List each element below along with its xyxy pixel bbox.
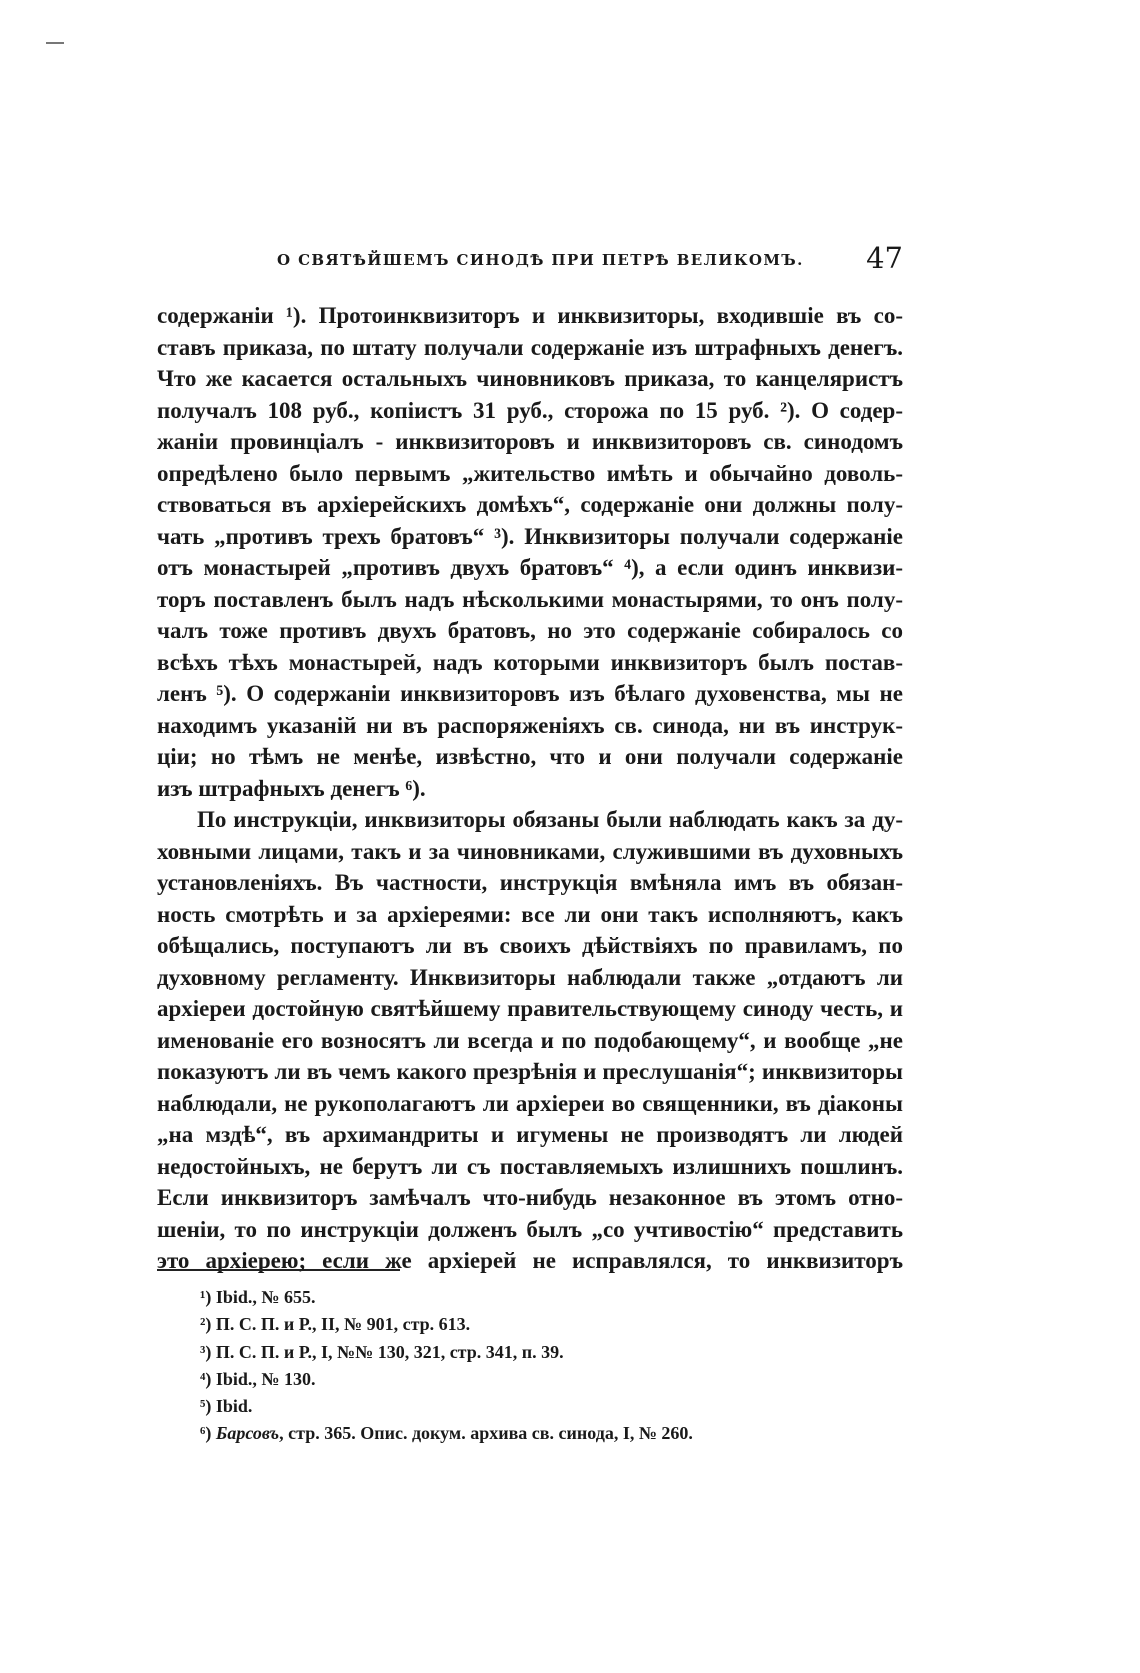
text-line: ціи; но тѣмъ не менѣе, извѣстно, что и они получали содержаніе <box>157 744 903 769</box>
text-line: духовному регламенту. Инквизиторы наблюдали также „отдаютъ ли <box>157 964 903 990</box>
text-line: наблюдали, не рукополагаютъ ли архіереи во священники, въ діаконы <box>157 1090 903 1116</box>
text-line: установленіяхъ. Въ частности, инструкція вмѣняла имъ въ обязан- <box>157 870 903 895</box>
text-line: содержаніи ¹). Протоинквизиторъ и инквизиторы, входившіе въ со- <box>157 303 903 328</box>
footnote-2 <box>200 1311 900 1338</box>
footnote-mark: ³) <box>200 1341 212 1362</box>
text-line: чалъ тоже противъ двухъ братовъ, но это содержаніе собиралось со <box>157 618 903 643</box>
text-line: торъ поставленъ былъ надъ нѣсколькими монастырями, то онъ полу- <box>157 586 903 612</box>
footnote-5 <box>200 1393 900 1420</box>
text-line: всѣхъ тѣхъ монастырей, надъ которыми инквизиторъ былъ постав- <box>157 649 903 675</box>
text-line: опредѣлено было первымъ „жительство имѣть и обычайно доволь- <box>157 460 903 486</box>
text-line: обѣщались, поступаютъ ли въ своихъ дѣйствіяхъ по правиламъ, по <box>157 933 903 958</box>
running-head <box>157 241 903 275</box>
footnote-mark: ⁴) <box>200 1368 212 1389</box>
text-line: это архіерею; если же архіерей не исправлялся, то инквизиторъ <box>157 1248 903 1273</box>
text-line: отъ монастырей „противъ двухъ братовъ“ ⁴), а если одинъ инквизи- <box>157 555 903 580</box>
footnote-text: Ibid., № 655. <box>215 1287 316 1307</box>
footnote-text: Ibid., № 130. <box>215 1368 316 1389</box>
paragraph-1 <box>157 300 903 804</box>
text-line: ность смотрѣть и за архіереями: все ли они такъ исполняютъ, какъ <box>157 901 903 927</box>
footnote-author: Барсовъ <box>215 1423 280 1444</box>
footnote-text: П. С. П. и Р., II, № 901, стр. 613. <box>215 1314 471 1335</box>
footnote-mark: ²) <box>200 1314 212 1335</box>
footnote-mark: ⁶) <box>200 1423 212 1444</box>
text-line: находимъ указаній ни въ распоряженіяхъ св. синода, ни въ инструк- <box>157 712 903 738</box>
scan-mark <box>46 42 64 44</box>
footnote-mark: ¹) <box>200 1287 212 1307</box>
text-line: По инструкціи, инквизиторы обязаны были наблюдать какъ за ду- <box>197 807 903 832</box>
text-line: ставъ приказа, по штату получали содержаніе изъ штрафныхъ денегъ. <box>157 334 903 360</box>
footnote-rule <box>157 1269 400 1271</box>
footnote-text: П. С. П. и Р., I, №№ 130, 321, стр. 341, п. 39. <box>215 1341 564 1362</box>
footnote-6 <box>200 1420 900 1447</box>
footnote-text: Ibid. <box>215 1396 253 1417</box>
footnote-1 <box>200 1284 900 1311</box>
text-line: ховными лицами, такъ и за чиновниками, служившими въ духовныхъ <box>157 838 903 864</box>
text-line: ствоваться въ архіерейскихъ домѣхъ“, содержаніе они должны полу- <box>157 492 903 517</box>
footnote-3 <box>200 1339 900 1366</box>
footnotes <box>200 1284 900 1448</box>
footnote-text: , стр. 365. Опис. докум. архива св. синода, I, № 260. <box>279 1423 693 1444</box>
text-line: получалъ 108 руб., копіистъ 31 руб., сторожа по 15 руб. ²). О содер- <box>157 397 903 423</box>
text-line: показуютъ ли въ чемъ какого презрѣнія и преслушанія“; инквизиторы <box>157 1059 903 1084</box>
footnote-mark: ⁵) <box>200 1396 212 1417</box>
running-title: О СВЯТѢЙШЕМЪ СИНОДѢ ПРИ ПЕТРѢ ВЕЛИКОМЪ. <box>277 251 804 269</box>
text-line: „на мздѣ“, въ архимандриты и игумены не производятъ ли людей <box>157 1122 903 1147</box>
text-line: недостойныхъ, не берутъ ли съ поставляемыхъ излишнихъ пошлинъ. <box>157 1153 903 1179</box>
text-line: чать „противъ трехъ братовъ“ ³). Инквизиторы получали содержаніе <box>157 523 903 549</box>
footnote-4 <box>200 1366 900 1393</box>
text-line: Если инквизиторъ замѣчалъ что-нибудь незаконное въ этомъ отно- <box>157 1185 903 1210</box>
text-line: ленъ ⁵). О содержаніи инквизиторовъ изъ бѣлаго духовенства, мы не <box>157 681 903 706</box>
body-text <box>157 300 903 1277</box>
text-line: именованіе его возносятъ ли всегда и по подобающему“, и вообще „не <box>157 1027 903 1053</box>
text-line: шеніи, то по инструкціи долженъ былъ „со учтивостію“ представить <box>157 1216 903 1242</box>
page-number: 47 <box>866 241 903 275</box>
text-line: изъ штрафныхъ денегъ ⁶). <box>157 775 426 801</box>
text-line: архіереи достойную святѣйшему правительствующему синоду честь, и <box>157 996 903 1021</box>
text-line: Что же касается остальныхъ чиновниковъ приказа, то канцеляристъ <box>157 366 903 391</box>
paragraph-2 <box>157 804 903 1277</box>
text-line: жаніи провинціалъ - инквизиторовъ и инквизиторовъ св. синодомъ <box>157 429 903 454</box>
